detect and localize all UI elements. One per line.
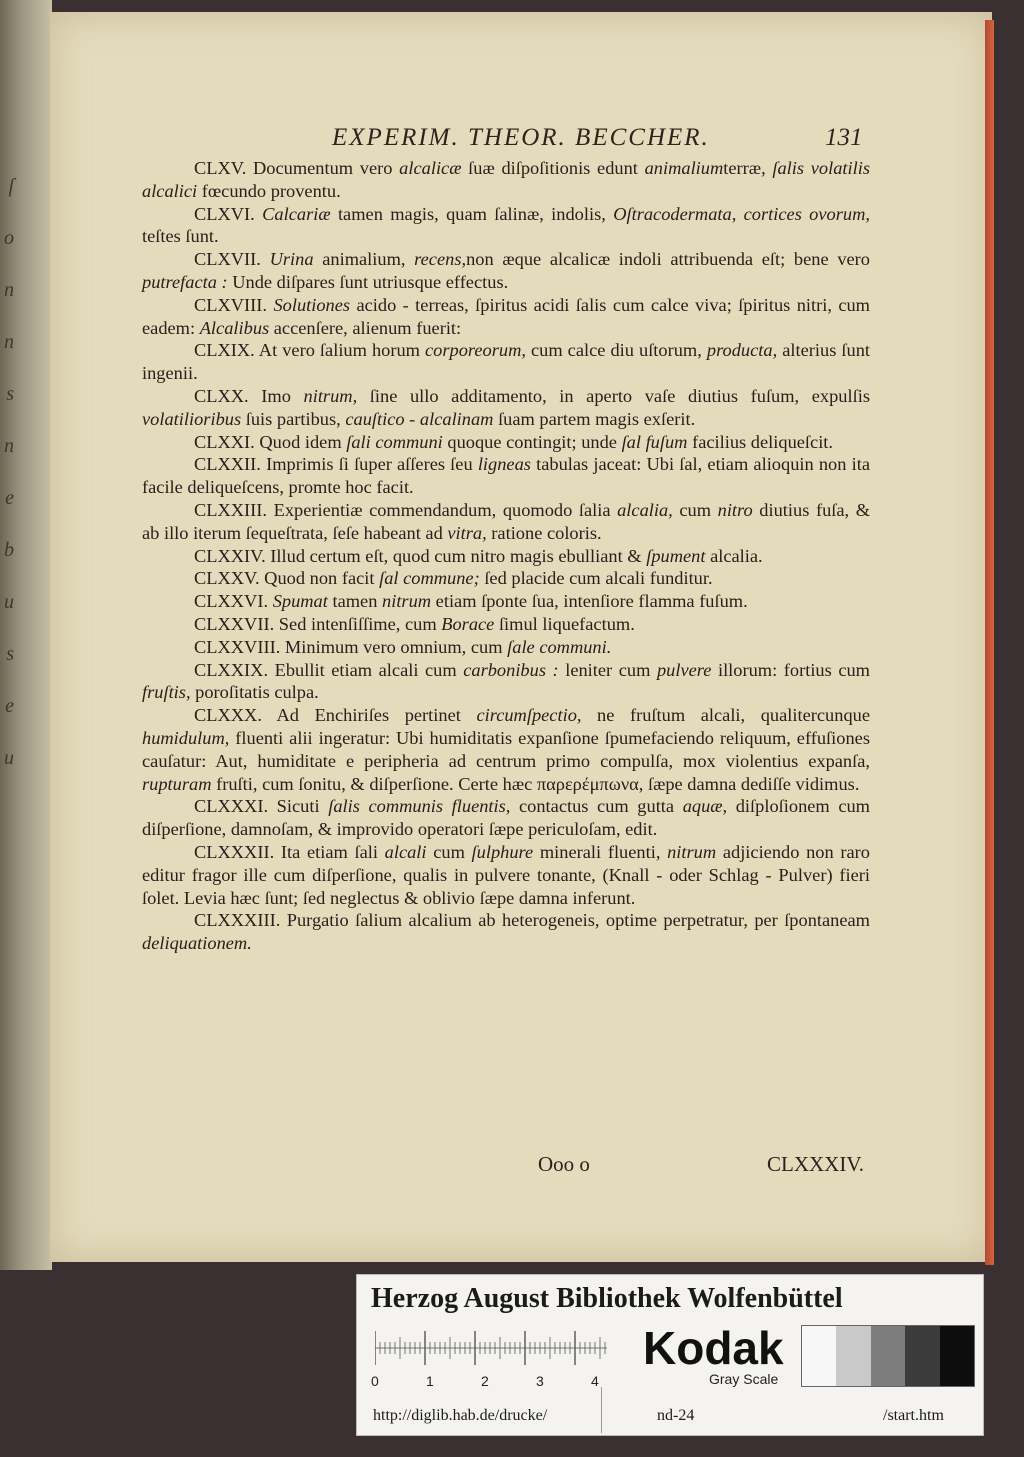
left-page-fragment: e: [5, 695, 14, 717]
paragraph: [142, 909, 870, 955]
italic-term: alcali: [384, 841, 427, 862]
paragraph-number: CLXXXIII.: [194, 910, 281, 931]
italic-term: volatilioribus: [142, 408, 242, 429]
italic-term: rupturam: [142, 773, 212, 794]
ruler-number: 0: [371, 1373, 379, 1389]
paragraph-text: fruſti, cum ſonitu, & diſperſione. Certe hæc παρερέμπωνα, ſæpe damna dediſſe vidimus.: [211, 773, 860, 794]
italic-term: carbonibus :: [463, 659, 559, 680]
left-page-fragment: n: [4, 331, 14, 353]
paragraph: [142, 248, 870, 294]
italic-term: recens,: [414, 249, 467, 270]
italic-term: alcalicæ: [399, 158, 462, 178]
catchword: CLXXXIV.: [767, 1152, 865, 1176]
italic-term: nitrum,: [303, 385, 358, 406]
paragraph: [142, 704, 870, 795]
paragraph-number: CLXXXII.: [194, 841, 275, 862]
left-page-fragment: n: [4, 279, 14, 301]
left-page-fragment: e: [5, 487, 14, 509]
paragraph: [142, 453, 870, 499]
paragraph: [142, 203, 870, 249]
paragraph-text: ſine ullo additamento, in aperto vaſe diutius fuſum, expulſis: [357, 385, 870, 406]
paragraph-text: Minimum vero omnium, cum: [280, 636, 508, 657]
paragraph: [142, 157, 870, 203]
gray-scale-label: Gray Scale: [709, 1371, 779, 1387]
paragraph-text: contactus cum gutta: [510, 796, 683, 817]
ruler-number: 3: [536, 1373, 544, 1389]
card-divider: [601, 1387, 602, 1433]
paragraph-number: CLXXXI.: [194, 796, 269, 817]
page-red-edge: [985, 20, 994, 1265]
left-page-fragment: n: [4, 435, 14, 457]
paragraph-text: tabulas jaceat: Ubi ſal, etiam alioquin non ita facile deliqueſcens, promte hoc facit.: [142, 454, 870, 498]
paragraph-text: Purgatio ſalium alcalium ab heterogeneis, optime perpetratur, per ſpontaneam: [280, 910, 870, 931]
paragraph-text: terræ,: [723, 158, 773, 178]
paragraph-text: animalium,: [313, 249, 415, 270]
italic-term: aquæ,: [682, 796, 728, 817]
paragraph-number: CLXXVI.: [194, 591, 269, 612]
library-name: Herzog August Bibliothek Wolfenbüttel: [371, 1283, 843, 1314]
italic-term: ſalis volatilis alcalici: [142, 158, 870, 201]
page-number: 131: [825, 124, 863, 151]
paragraph: [142, 545, 870, 568]
paragraph: [142, 636, 870, 659]
url-left[interactable]: http://diglib.hab.de/drucke/: [373, 1407, 548, 1424]
gray-scale-swatches: [801, 1325, 975, 1387]
paragraph-number: CLXVI.: [194, 203, 255, 224]
italic-term: nitrum: [667, 841, 717, 862]
gray-swatch: [905, 1326, 939, 1386]
paragraph-number: CLXXIV.: [194, 545, 266, 566]
paragraph-text: ſimul liquefactum.: [494, 613, 635, 634]
gray-swatch: [940, 1326, 974, 1386]
paragraph-text: [261, 249, 270, 269]
gray-swatch: [871, 1326, 905, 1386]
italic-term: ligneas: [477, 454, 531, 475]
paragraph-text: Quod non facit: [259, 568, 380, 589]
kodak-logo: Kodak: [643, 1322, 784, 1374]
ruler-number: 4: [591, 1373, 599, 1389]
left-page-fragment: b: [4, 539, 14, 561]
paragraph-text: Ebullit etiam alcali cum: [268, 659, 464, 680]
paragraph-text: Sicuti: [268, 796, 329, 817]
italic-term: Spumat: [272, 591, 328, 612]
italic-term: cauſtico - alcalinam: [345, 408, 494, 429]
running-head: [50, 124, 992, 154]
paragraph-text: minerali fluenti,: [533, 841, 668, 862]
left-page-fragment: o: [4, 227, 14, 249]
ruler-scale: [375, 1331, 607, 1365]
paragraph-text: cum: [426, 841, 472, 862]
italic-term: deliquationem.: [142, 933, 252, 954]
paragraph-number: CLXVII.: [194, 249, 261, 270]
paragraph-text: quoque contingit; unde: [442, 431, 622, 452]
paragraph-text: Quod idem: [254, 431, 347, 452]
signature-mark: Ooo o: [538, 1152, 590, 1176]
paragraph-number: CLXVIII.: [194, 294, 268, 315]
gray-swatch: [802, 1326, 836, 1386]
italic-term: putrefacta :: [142, 271, 228, 292]
paragraph-number: CLXXII.: [194, 454, 261, 475]
paragraph-text: tamen: [327, 591, 383, 612]
color-target-card: [356, 1274, 984, 1436]
paragraph-text: ſuæ diſpoſitionis edunt: [461, 158, 645, 178]
left-page-edge: [0, 0, 52, 1270]
italic-term: fruſtis,: [142, 682, 191, 703]
left-page-fragment: s: [6, 643, 14, 665]
book-page: [50, 12, 992, 1262]
paragraph-text: ratione coloris.: [486, 522, 602, 543]
italic-term: vitra,: [447, 522, 487, 543]
paragraph: [142, 613, 870, 636]
paragraph-text: ne fruſtum alcali, qualitercunque: [581, 705, 870, 726]
italic-term: Calcariæ: [262, 203, 331, 224]
italic-term: ſpument: [646, 545, 706, 566]
gray-swatch: [836, 1326, 870, 1386]
italic-term: Oſtracodermata, cortices ovorum,: [613, 203, 870, 224]
italic-term: Borace: [441, 613, 495, 634]
paragraph-text: Ita etiam ſali: [274, 841, 385, 862]
paragraph: [142, 431, 870, 454]
paragraph: [142, 294, 870, 340]
paragraph: [142, 841, 870, 909]
paragraph-text: cum calce diu uſtorum,: [525, 340, 707, 361]
paragraph-text: adjiciendo non raro editur fragor ille cum diſperſione, qualis in pulvere tonante, (Knall - oder Schlag - Pulver) fieri ſolet. Levia hæc ſunt; ſed neglectus & oblivio ſæpe damna inferunt.: [142, 841, 870, 908]
italic-term: ſalis communis fluentis,: [328, 796, 511, 817]
italic-term: ſale communi.: [507, 636, 612, 657]
paragraph-text: etiam ſponte ſua, intenſiore flamma fuſum.: [431, 591, 748, 612]
page-footer: [50, 1152, 992, 1182]
paragraph-text: Ad Enchiriſes pertinet: [261, 705, 477, 726]
paragraph-number: CLXXI.: [194, 431, 255, 452]
paragraph: [142, 339, 870, 385]
url-right[interactable]: /start.htm: [883, 1407, 944, 1424]
paragraph-text: ſed placide cum alcali funditur.: [479, 568, 713, 589]
paragraph-text: acido - terreas, ſpiritus acidi ſalis cum calce viva; ſpiritus nitri, cum eadem:: [142, 294, 870, 338]
paragraph: [142, 567, 870, 590]
ruler-number: 1: [426, 1373, 434, 1389]
paragraph: [142, 590, 870, 613]
paragraph-text: Sed intenſiſſime, cum: [274, 613, 442, 634]
left-page-fragment: ſ: [8, 175, 14, 197]
left-page-fragment: u: [4, 591, 14, 613]
paragraph-text: tamen magis, quam ſalinæ, indolis,: [330, 203, 614, 224]
italic-term: ſulphure: [471, 841, 534, 862]
ruler-number: 2: [481, 1373, 489, 1389]
italic-term: corporeorum,: [425, 340, 526, 361]
paragraph-text: diſploſionem cum diſperſione, damnoſam, & improvido operatori ſæpe periculoſam, edit.: [142, 796, 870, 840]
italic-term: humidulum,: [142, 727, 230, 748]
paragraph-text: fluenti alii ingeratur: Ubi humiditatis expanſione ſpumefaciendo reliquum, effuſiones cauſatur: Aut, humiditate e peripheria ad centrum primo compulſa, mox violentius expanſa,: [142, 727, 870, 771]
paragraph-text: accenſere, alienum fuerit:: [269, 317, 462, 338]
paragraph: [142, 659, 870, 705]
italic-term: nitrum: [382, 591, 432, 612]
paragraph-text: illorum: fortius cum: [711, 659, 870, 680]
paragraph-text: Imo: [248, 385, 304, 406]
italic-term: Urina: [269, 249, 314, 270]
paragraph-text: diutius fuſa, & ab illo iterum ſequeſtrata, ſeſe habeant ad: [142, 499, 871, 543]
italic-term: Solutiones: [273, 294, 351, 315]
italic-term: nitro: [717, 499, 753, 520]
italic-term: Alcalibus: [199, 317, 270, 338]
italic-term: alcalia,: [617, 499, 673, 520]
body-text: [142, 157, 870, 955]
paragraph-text: non æque alcalicæ indoli attribuenda eſt; bene vero: [466, 249, 870, 270]
paragraph-text: Documentum vero: [246, 158, 400, 178]
italic-term: animalium: [644, 158, 724, 178]
paragraph-text: alcalia.: [705, 545, 763, 566]
paragraph-number: CLXXX.: [194, 705, 262, 726]
paragraph-number: CLXXIII.: [194, 499, 268, 520]
paragraph-number: CLXV.: [194, 158, 247, 178]
shelfmark: nd-24: [657, 1407, 695, 1424]
paragraph-text: Illud certum eſt, quod cum nitro magis ebulliant &: [265, 545, 647, 566]
italic-term: producta,: [706, 340, 778, 361]
paragraph: [142, 499, 870, 545]
paragraph-number: CLXXVII.: [194, 613, 275, 634]
paragraph-text: At vero ſalium horum: [254, 340, 425, 361]
ruler-numbers: [371, 1373, 611, 1393]
italic-term: ſal fuſum: [621, 431, 688, 452]
paragraph-number: CLXXVIII.: [194, 636, 281, 657]
paragraph-text: leniter cum: [558, 659, 657, 680]
italic-term: ſal commune;: [379, 568, 480, 589]
running-title: EXPERIM. THEOR. BECCHER.: [332, 124, 710, 151]
paragraph-text: Unde diſpares ſunt utriusque effectus.: [227, 271, 509, 292]
paragraph-text: Experientiæ commendandum, quomodo ſalia: [267, 499, 618, 520]
paragraph-number: CLXX.: [194, 385, 249, 406]
paragraph-text: ſuis partibus,: [241, 408, 346, 429]
paragraph-text: poroſitatis culpa.: [190, 682, 319, 703]
paragraph-number: CLXXV.: [194, 568, 260, 589]
paragraph: [142, 795, 870, 841]
paragraph-text: ſuam partem magis exſerit.: [493, 408, 696, 429]
paragraph-number: CLXIX.: [194, 340, 255, 361]
italic-term: circumſpectio,: [476, 705, 582, 726]
italic-term: ſali communi: [346, 431, 443, 452]
paragraph-text: teſtes ſunt.: [142, 226, 219, 247]
left-page-fragment: s: [6, 383, 14, 405]
italic-term: pulvere: [656, 659, 712, 680]
left-page-fragment: u: [4, 747, 14, 769]
paragraph: [142, 385, 870, 431]
paragraph-text: fœcundo proventu.: [197, 180, 341, 201]
paragraph-text: Imprimis ſi ſuper aſſeres ſeu: [260, 454, 478, 475]
paragraph-text: cum: [672, 499, 718, 520]
paragraph-text: alterius ſunt ingenii.: [142, 340, 870, 384]
paragraph-number: CLXXIX.: [194, 659, 269, 680]
paragraph-text: facilius deliqueſcit.: [687, 431, 834, 452]
